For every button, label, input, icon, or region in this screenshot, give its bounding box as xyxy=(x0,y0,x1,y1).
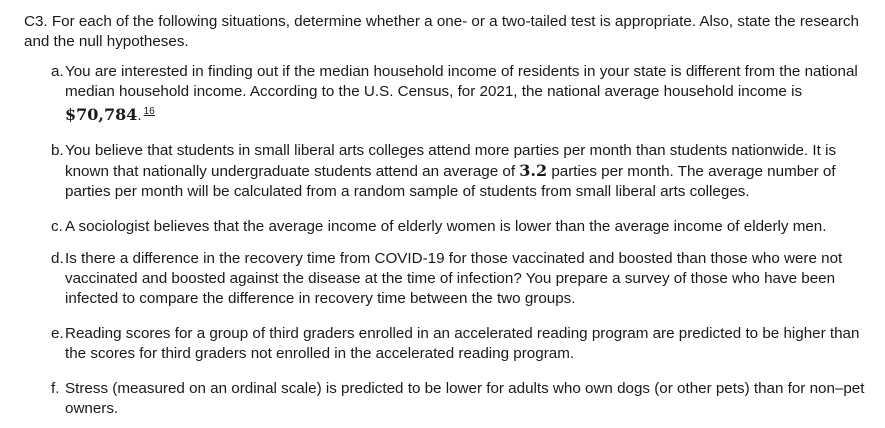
list-item-a xyxy=(51,62,871,126)
item-text: You are interested in finding out if the median household income of residents in your state is different from the national median household income. According to the U.S. Census, for 2021, the national average household income is $70,784. $^{16}$ xyxy=(65,63,858,124)
item-text: You believe that students in small liberal arts colleges attend more parties per month than students nationwide. It is known that nationally undergraduate students attend an average of 3.2 parties per month. The average number of parties per month will be calculated from a random sample of students from small liberal arts colleges. xyxy=(65,142,837,200)
footnote-link[interactable]: 16 xyxy=(143,106,155,117)
item-text: Reading scores for a group of third graders enrolled in an accelerated reading program are predicted to be higher than the scores for third graders not enrolled in the accelerated reading program. xyxy=(65,325,860,362)
item-marker: f. xyxy=(51,380,60,397)
item-text: Is there a difference in the recovery time from COVID-19 for those vaccinated and boosted than those who were not vaccinated and boosted against the disease at the time of infection? You prepare a survey of those who have been infected to compare the difference in recovery time between the two groups. xyxy=(65,250,843,307)
item-text: A sociologist believes that the average income of elderly women is lower than the average income of elderly men. xyxy=(65,218,827,235)
item-marker: d. xyxy=(51,250,64,267)
math-parties-value: 3.2 xyxy=(519,161,548,180)
item-text: Stress (measured on an ordinal scale) is predicted to be lower for adults who own dogs (or other pets) than for non–pet owners. xyxy=(65,380,865,417)
math-income-value: $70,784 xyxy=(65,105,138,124)
list-item-e xyxy=(51,324,871,364)
list-item-c xyxy=(51,217,871,237)
item-marker: c. xyxy=(51,218,63,235)
question-prompt: C3. For each of the following situations, determine whether a one- or a two-tailed test is appropriate. Also, state the research and the null hypotheses. xyxy=(24,13,859,50)
list-item-f xyxy=(51,379,871,419)
item-marker: e. xyxy=(51,325,64,342)
list-item-d xyxy=(51,249,871,309)
item-marker: a. xyxy=(51,63,64,80)
item-marker: b. xyxy=(51,142,64,159)
situation-list xyxy=(24,62,871,419)
list-item-b xyxy=(51,141,871,202)
